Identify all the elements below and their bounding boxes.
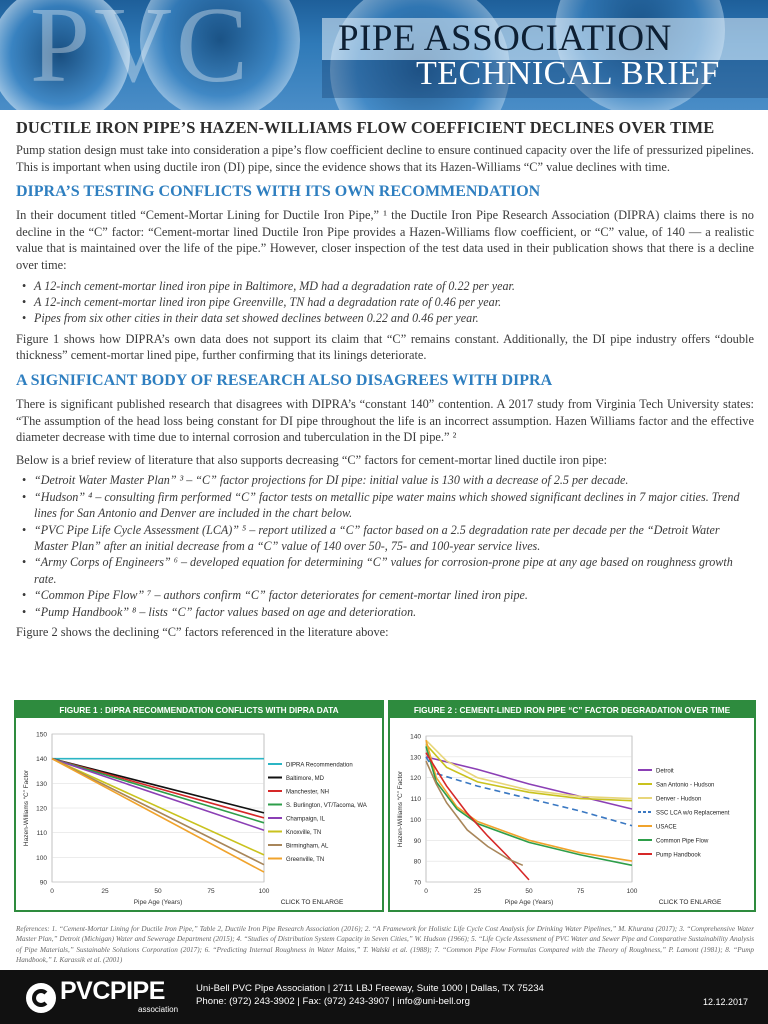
y-axis-label: Hazen-Williams “C” Factor	[23, 769, 30, 847]
logo-swirl-icon	[32, 989, 50, 1007]
list-item: • “Detroit Water Master Plan” ³ – “C” factor projections for DI pipe: initial value is 130 with a decrease of 2.5 per decade.	[22, 472, 754, 488]
figure-2-chart	[390, 718, 754, 910]
click-to-enlarge-link[interactable]: CLICK TO ENLARGE	[658, 899, 722, 906]
x-tick-label: 75	[576, 888, 585, 895]
legend-entry: Birmingham, AL	[286, 843, 329, 850]
figure-2-title: FIGURE 2 : CEMENT-LINED IRON PIPE “C” FACTOR DEGRADATION OVER TIME	[390, 702, 754, 718]
footer-logo-text: PVCPIPE	[60, 977, 165, 1005]
y-tick-label: 110	[36, 830, 47, 838]
y-tick-label: 90	[39, 879, 47, 887]
footer-logo-subtext: association	[138, 1005, 179, 1014]
figure-1[interactable]	[14, 700, 384, 912]
pvc-pipe-logo-icon	[26, 983, 56, 1013]
y-axis-label: Hazen-Williams “C” Factor	[397, 770, 404, 848]
x-axis-label: Pipe Age (Years)	[504, 899, 554, 906]
y-tick-label: 130	[410, 754, 421, 762]
footer-address-line: Uni-Bell PVC Pipe Association | 2711 LBJ Freeway, Suite 1000 | Dallas, TX 75234	[196, 983, 544, 994]
click-to-enlarge-link[interactable]: CLICK TO ENLARGE	[280, 899, 344, 906]
x-tick-label: 100	[626, 888, 638, 895]
footer-date: 12.12.2017	[702, 997, 748, 1007]
section2-paragraph-3: Figure 2 shows the declining “C” factors referenced in the literature above:	[16, 625, 389, 639]
legend-entry: San Antonio - Hudson	[656, 782, 715, 789]
section2-heading: A SIGNIFICANT BODY OF RESEARCH ALSO DISAGREES WITH DIPRA	[16, 371, 553, 389]
article-body	[16, 118, 754, 641]
y-tick-label: 130	[36, 780, 47, 788]
legend-entry: Denver - Hudson	[656, 796, 702, 803]
list-item: • A 12-inch cement-mortar lined iron pipe Greenville, TN had a degradation rate of 0.46 per year.	[22, 294, 754, 310]
legend-entry: Knoxville, TN	[286, 830, 322, 836]
list-item: • “Army Corps of Engineers” ⁶ – developed equation for determining “C” values for corrosion-prone pipe at any age based on roughness growth rate.	[22, 554, 754, 587]
x-tick-label: 0	[50, 888, 54, 895]
section1-paragraph-2: Figure 1 shows how DIPRA’s own data does not support its claim that “C” remains constant. Additionally, the DI pipe industry offers “double thickness” cement-mortar lined pipe, further confirming that its linings deteriorate.	[16, 331, 754, 363]
section2-bullet-list	[22, 472, 754, 620]
legend-entry: DIPRA Recommendation	[286, 762, 353, 769]
y-tick-label: 150	[36, 731, 47, 739]
legend-entry: S. Burlington, VT/Tacoma, WA	[286, 803, 367, 809]
list-item: • A 12-inch cement-mortar lined iron pipe in Baltimore, MD had a degradation rate of 0.22 per year.	[22, 278, 754, 294]
y-tick-label: 110	[410, 796, 421, 804]
y-tick-label: 100	[410, 816, 421, 824]
x-tick-label: 75	[207, 888, 215, 895]
page-title: DUCTILE IRON PIPE’S HAZEN-WILLIAMS FLOW COEFFICIENT DECLINES OVER TIME	[16, 118, 715, 137]
x-tick-label: 100	[258, 888, 270, 895]
legend-entry: Manchester, NH	[286, 789, 330, 796]
figure-2[interactable]	[388, 700, 756, 912]
header-banner	[0, 0, 768, 110]
legend-entry: Baltimore, MD	[286, 776, 325, 782]
section2-paragraph-2: Below is a brief review of literature that also supports decreasing “C” factors for cement-mortar lined ductile iron pipe:	[16, 452, 608, 467]
footer	[0, 970, 768, 1024]
references: References: 1. “Cement-Mortar Lining for Ductile Iron Pipe,” Table 2, Ductile Iron Pipe Research Association (2016); 2. “A Framework for Holistic Life Cycle Cost Analysis for Drinking Water Pipelines,” M. Khurana (2017); 3. “Comprehensive Water Master Plan,” Detroit (Michigan) Water and Sewerage Department (2015); 4. “Studies of Distribution System Capacity in Seven Cities,” W. Hudson (1966); 5. “Life Cycle Assessment of PVC Water and Sewer Pipe and Comparative Sustainability Analysis of Pipe Materials,” Sustainable Solutions Corporation (2017); 6. “Predicting Internal Roughness in Water Mains,” T. Walski et al. (1988); 7. “Common Pipe Flow Formulas Compared with the Theory of Roughness,” P. Lamont (1981); 8. “Pump Handbook,” I. Karassik et al. (2001)	[16, 925, 754, 964]
list-item: • “Common Pipe Flow” ⁷ – authors confirm “C” factor deteriorates for cement-mortar lined iron pipe.	[22, 587, 754, 603]
x-tick-label: 25	[473, 888, 482, 895]
y-tick-label: 120	[410, 775, 421, 783]
y-tick-label: 70	[413, 879, 421, 887]
legend-entry: Champaign, IL	[286, 816, 326, 823]
intro-paragraph: Pump station design must take into consideration a pipe’s flow coefficient decline to ensure continued capacity over the life of pressurized pipelines. This is important when using ductile iron (DI) pipe, since the evidence shows that its Hazen-Williams “C” value declines with time.	[16, 143, 754, 174]
legend-entry: Common Pipe Flow	[656, 838, 709, 845]
figure-1-chart	[16, 718, 382, 910]
y-tick-label: 80	[413, 858, 421, 866]
y-tick-label: 90	[413, 837, 421, 845]
section1-heading: DIPRA’S TESTING CONFLICTS WITH ITS OWN RECOMMENDATION	[16, 183, 541, 201]
pvc-watermark-logo: PVC	[30, 0, 253, 105]
y-tick-label: 120	[36, 805, 47, 813]
legend-entry: Pump Handbook	[656, 852, 701, 859]
list-item: • “PVC Pipe Life Cycle Assessment (LCA)” ⁵ – report utilized a “C” factor based on a 2.5 degradation rate per decade per the “Detroit Water Master Plan” after an initial decrease from a “C” value of 140 over 50-, 75- and 100-year service lives.	[22, 522, 754, 555]
section1-paragraph: In their document titled “Cement-Mortar Lining for Ductile Iron Pipe,” ¹ the Ductile Iron Pipe Research Association (DIPRA) claims there is no decline in the “C” factor: “Cement-mortar lined Ductile Iron Pipe provides a Hazen-Williams flow coefficient, or “C” value, of 140 — a realistic value that is maintained over the life of the pipe.” However, closer inspection of the test data used in their publication shows that there is a decline over time:	[16, 208, 754, 272]
x-tick-label: 50	[154, 888, 162, 895]
figure-1-title: FIGURE 1 : DIPRA RECOMMENDATION CONFLICTS WITH DIPRA DATA	[16, 702, 382, 718]
x-axis-label: Pipe Age (Years)	[133, 899, 183, 906]
legend-entry: SSC LCA w/o Replacement	[656, 810, 730, 817]
list-item: • Pipes from six other cities in their data set showed declines between 0.22 and 0.46 per year.	[22, 310, 754, 326]
x-tick-label: 0	[424, 888, 428, 895]
legend-entry: Detroit	[656, 768, 674, 775]
legend-entry: USACE	[656, 824, 677, 831]
list-item: • “Hudson” ⁴ – consulting firm performed “C” factor tests on metallic pipe water mains which showed significant declines in 7 major cities. Trend lines for San Antonio and Denver are included in the chart below.	[22, 489, 754, 522]
section1-bullet-list	[22, 278, 754, 327]
footer-address	[196, 982, 544, 1008]
list-item: • “Pump Handbook” ⁸ – lists “C” factor values based on age and deterioration.	[22, 604, 754, 620]
x-tick-label: 50	[525, 888, 533, 895]
x-tick-label: 25	[101, 888, 109, 895]
legend-entry: Greenville, TN	[286, 857, 325, 863]
header-title-technical-brief: TECHNICAL BRIEF	[416, 55, 720, 92]
footer-contact-line[interactable]: Phone: (972) 243-3902 | Fax: (972) 243-3907 | info@uni-bell.org	[196, 996, 470, 1007]
header-title-association: PIPE ASSOCIATION	[338, 18, 672, 59]
y-tick-label: 140	[410, 733, 421, 741]
y-tick-label: 100	[36, 854, 47, 862]
y-tick-label: 140	[36, 756, 47, 764]
section2-paragraph: There is significant published research that disagrees with DIPRA’s “constant 140” contention. A 2017 study from Virginia Tech University states: “The assumption of the head loss being constant for DI pipe throughout the life is an incorrect assumption. Hazen Williams factor and the effective diameter decrease with time due to internal corrosion and tuberculation in the DI pipe.” ²	[16, 396, 754, 445]
